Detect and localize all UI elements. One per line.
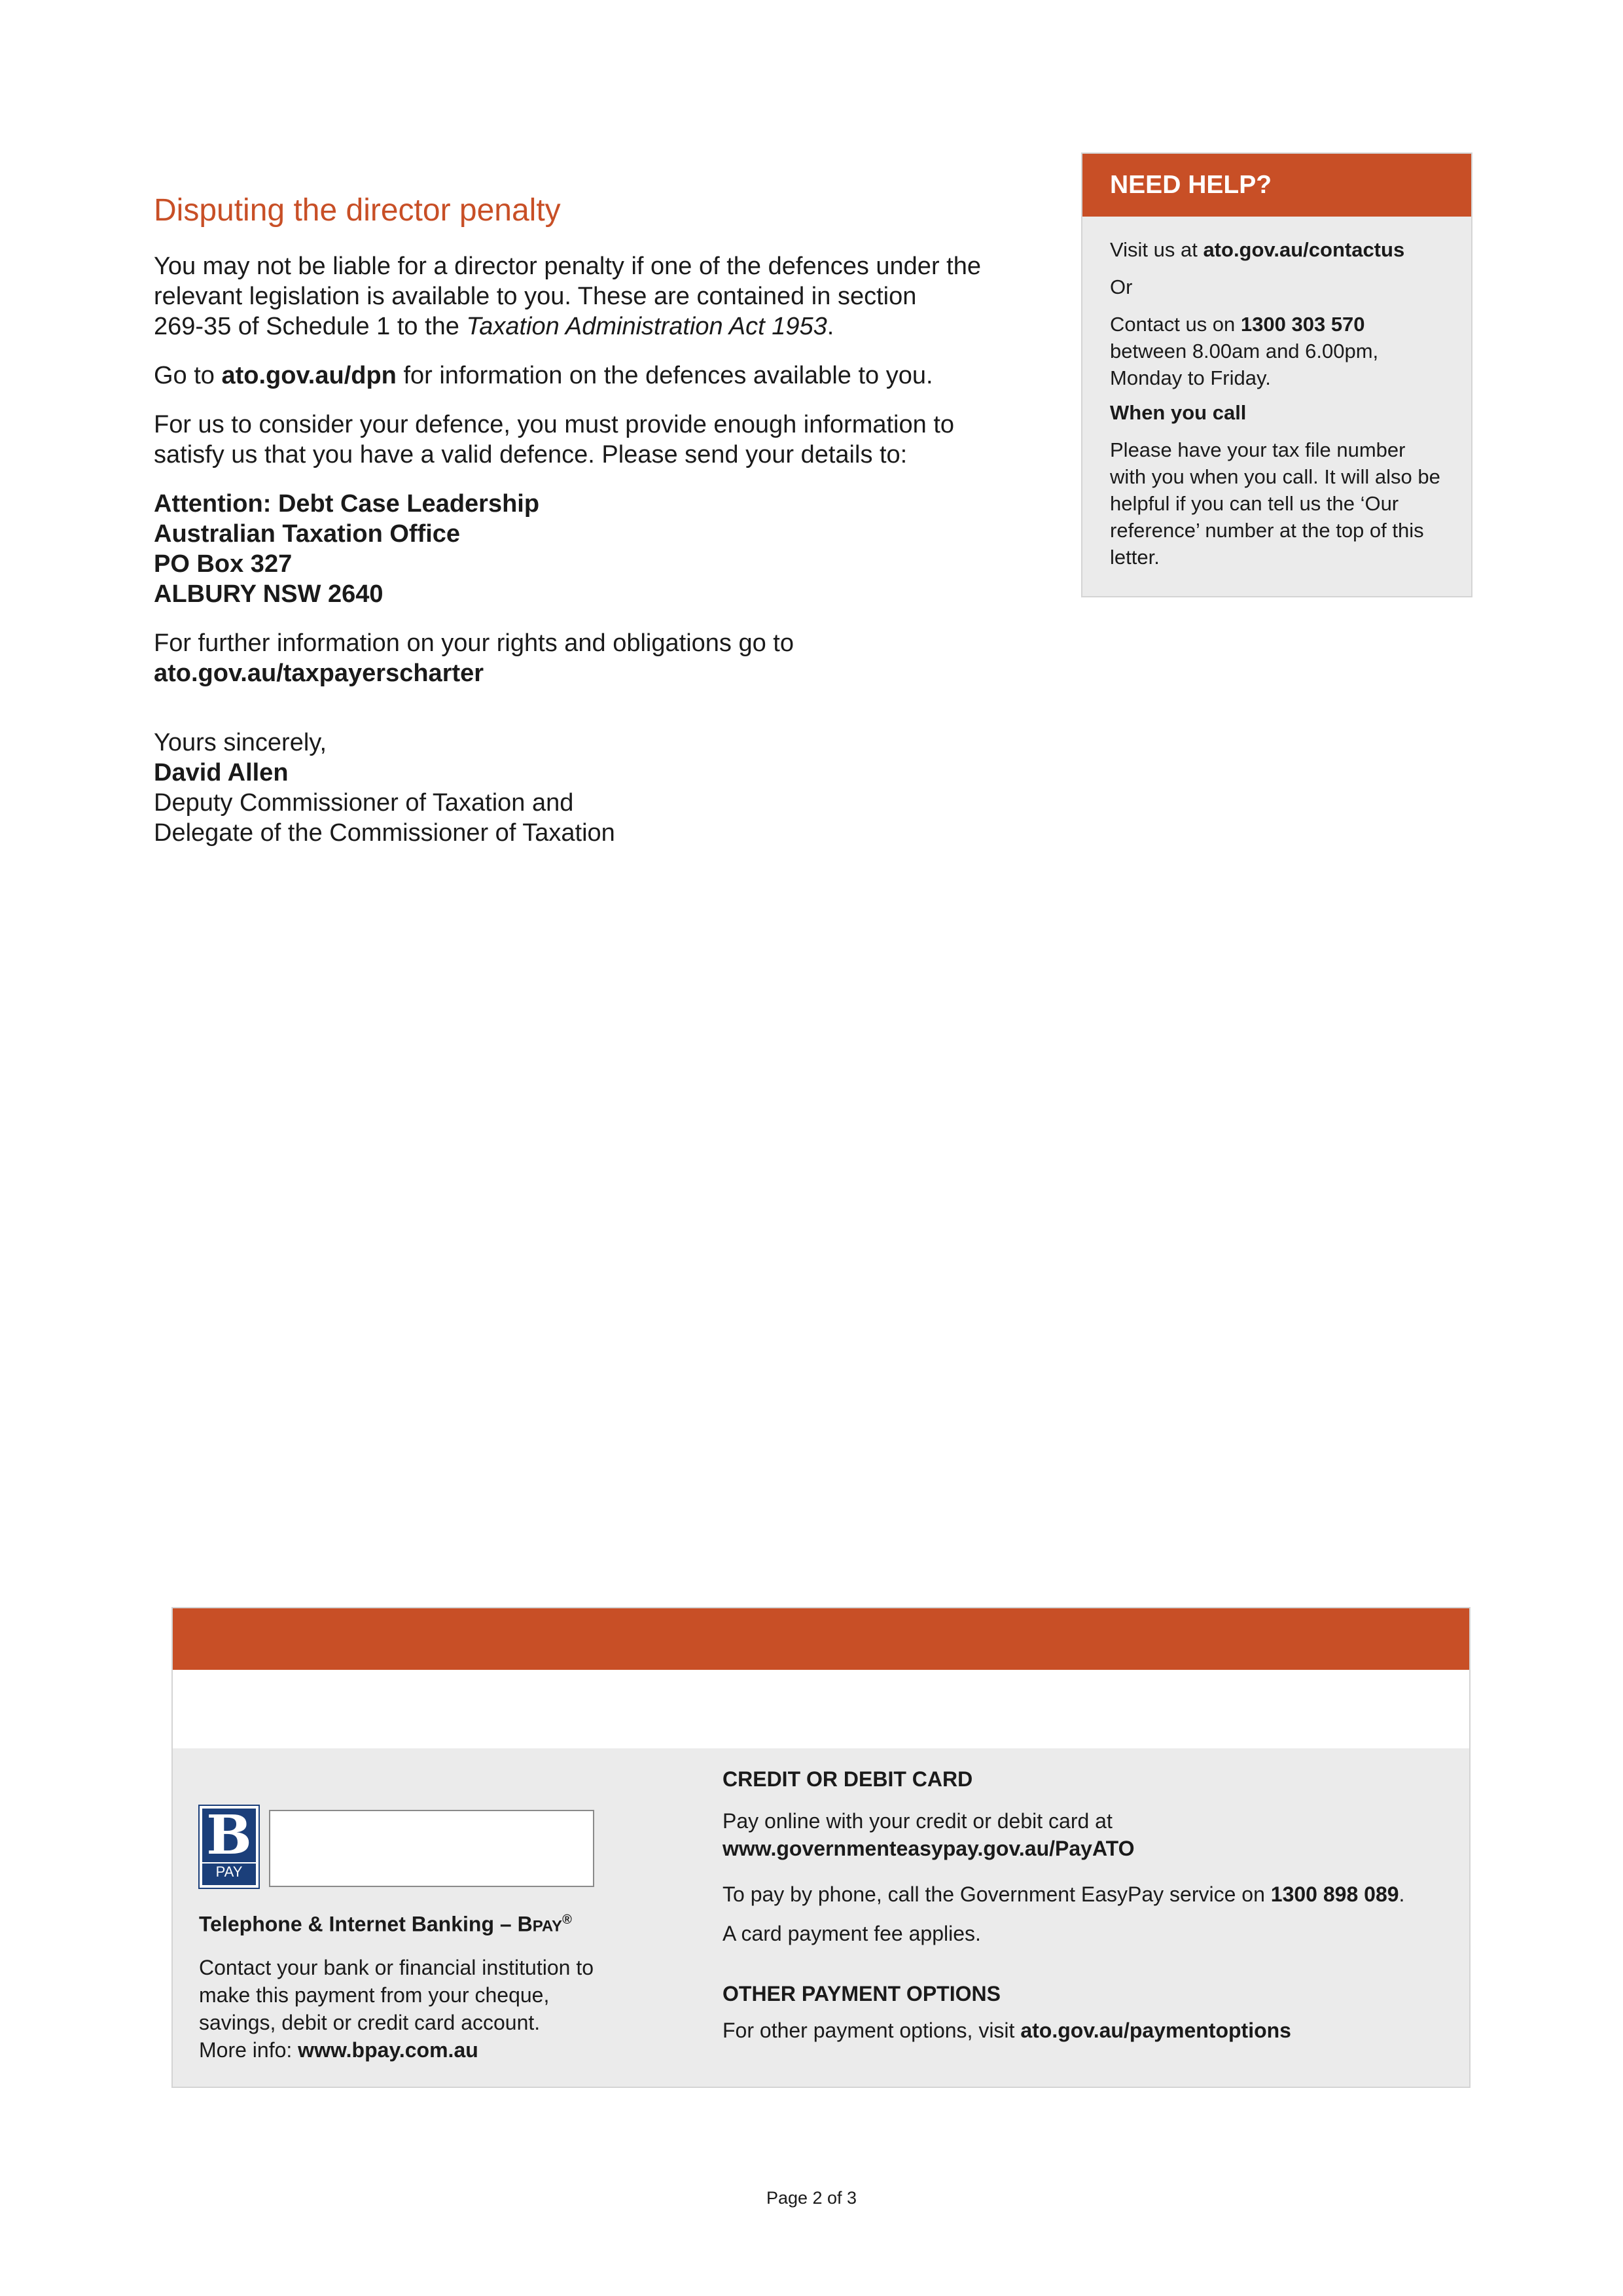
text-fragment: Contact us on <box>1110 313 1241 336</box>
address-line: Attention: Debt Case Leadership <box>154 490 540 518</box>
text-line: For us to consider your defence, you must provide enough information to <box>154 411 955 438</box>
page-heading: Disputing the director penalty <box>154 193 561 228</box>
registered-mark: ® <box>562 1913 572 1927</box>
card-phone-text <box>722 1881 1462 1908</box>
text-fragment: PAY <box>532 1917 563 1935</box>
dpn-paragraph <box>154 361 1044 391</box>
text-fragment: Telephone & Internet Banking – B <box>199 1912 533 1936</box>
or-text: Or <box>1110 275 1133 298</box>
card-online-text <box>722 1807 1462 1862</box>
signatory-name: David Allen <box>154 759 289 786</box>
visit-line <box>1110 236 1444 263</box>
easypay-link[interactable]: www.governmenteasypay.gov.au/PayATO <box>722 1837 1135 1860</box>
text-line <box>154 311 1044 342</box>
signatory-title: Delegate of the Commissioner of Taxation <box>154 819 615 847</box>
text-fragment: Contact your bank or financial institution to make this payment from your cheque, savings, debit or credit card account. <box>199 1955 594 2034</box>
text-line: relevant legislation is available to you. These are contained in section <box>154 283 917 310</box>
hours-text: Monday to Friday. <box>1110 366 1271 389</box>
send-details-paragraph <box>154 410 1044 470</box>
help-phone: 1300 303 570 <box>1240 313 1365 336</box>
contact-line <box>1110 311 1444 391</box>
closing: Yours sincerely, <box>154 729 327 756</box>
address-line: Australian Taxation Office <box>154 520 461 548</box>
need-help-title: NEED HELP? <box>1082 154 1471 217</box>
signatory-title: Deputy Commissioner of Taxation and <box>154 789 574 817</box>
bpay-text <box>199 1954 605 2064</box>
other-options-text <box>722 2017 1462 2044</box>
page-number: Page 2 of 3 <box>766 2188 857 2208</box>
act-name: Taxation Administration Act 1953 <box>466 313 827 340</box>
text-fragment: . <box>1399 1882 1405 1906</box>
bpay-logo-icon <box>200 1806 259 1888</box>
text-line: You may not be liable for a director penalty if one of the defences under the <box>154 253 981 280</box>
text-fragment: . <box>827 313 834 340</box>
other-options-title: OTHER PAYMENT OPTIONS <box>722 1982 1001 2005</box>
text-fragment: for information on the defences available to you. <box>396 362 933 389</box>
charter-link[interactable]: ato.gov.au/taxpayerscharter <box>154 660 484 687</box>
bpay-logo-pay: PAY <box>202 1862 256 1881</box>
payment-slip-blank-strip <box>173 1670 1469 1748</box>
card-fee-text: A card payment fee applies. <box>722 1922 981 1945</box>
hours-text: between 8.00am and 6.00pm, <box>1110 340 1379 362</box>
defence-paragraph <box>154 251 1044 342</box>
text-fragment: Pay online with your credit or debit card at <box>722 1809 1113 1833</box>
text-fragment: More info: <box>199 2038 298 2062</box>
when-you-call-text: Please have your tax file number with you when you call. It will also be helpful if you can tell us the ‘Our reference’ number at the top of this letter. <box>1110 438 1440 569</box>
biller-reference-box <box>269 1810 594 1887</box>
text-line: For further information on your rights and obligations go to <box>154 629 794 657</box>
bpay-section <box>199 1906 605 2077</box>
card-title: CREDIT OR DEBIT CARD <box>722 1767 973 1791</box>
easypay-phone: 1300 898 089 <box>1270 1882 1399 1906</box>
text-fragment: 269-35 of Schedule 1 to the <box>154 313 467 340</box>
bpay-title <box>199 1906 605 1941</box>
address-line: PO Box 327 <box>154 550 293 578</box>
dpn-link[interactable]: ato.gov.au/dpn <box>221 362 397 389</box>
letter-body <box>154 251 1044 867</box>
need-help-box <box>1081 152 1472 597</box>
text-fragment: For other payment options, visit <box>722 2019 1021 2042</box>
text-fragment: To pay by phone, call the Government EasyPay service on <box>722 1882 1271 1906</box>
signoff <box>154 728 1044 848</box>
payment-slip-header-bar <box>173 1608 1469 1670</box>
bpay-logo-letter: B <box>206 1804 252 1867</box>
text-line: satisfy us that you have a valid defence. Please send your details to: <box>154 441 908 468</box>
postal-address <box>154 489 1044 609</box>
when-you-call-title: When you call <box>1110 401 1247 424</box>
text-fragment: Go to <box>154 362 222 389</box>
charter-paragraph <box>154 628 1044 688</box>
card-payment-section <box>722 1765 1462 2056</box>
need-help-body <box>1082 217 1471 571</box>
bpay-link[interactable]: www.bpay.com.au <box>298 2038 478 2062</box>
address-line: ALBURY NSW 2640 <box>154 580 383 608</box>
text-fragment: Visit us at <box>1110 238 1204 261</box>
contactus-link[interactable]: ato.gov.au/contactus <box>1203 238 1405 261</box>
paymentoptions-link[interactable]: ato.gov.au/paymentoptions <box>1020 2019 1291 2042</box>
